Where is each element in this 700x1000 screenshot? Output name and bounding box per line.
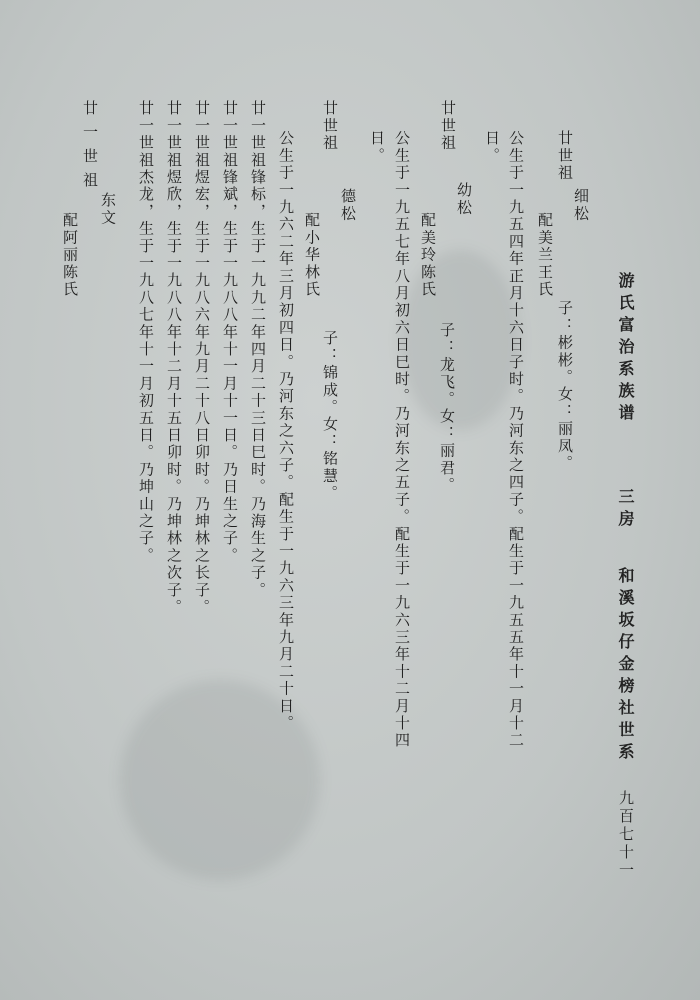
page-number: 九百七十一 bbox=[617, 790, 635, 880]
entry-last-gen-title: 廿一世祖 bbox=[81, 100, 99, 196]
short-entry-2: 廿一世祖锋斌，生于一九八八年十一月十一日。乃日生之子。 bbox=[221, 100, 239, 565]
entry-1-name: 细松 bbox=[572, 188, 590, 223]
entry-2-bio: 公生于一九五七年八月初六日巳时。乃河东之五子。配生于一九六三年十二月十四 bbox=[393, 130, 411, 750]
book-title: 游氏富治系族谱 bbox=[616, 272, 635, 426]
entry-last-spouse: 配阿丽陈氏 bbox=[61, 212, 79, 298]
entry-3-gen-title: 廿世祖 bbox=[321, 100, 339, 152]
entry-2-spouse: 配美玲陈氏 bbox=[419, 212, 437, 298]
entry-1-gen-title: 廿世祖 bbox=[556, 130, 574, 182]
entry-3-bio: 公生于一九六二年三月初四日。乃河东之六子。配生于一九六三年九月二十日。 bbox=[277, 130, 295, 732]
entry-3-name: 德松 bbox=[339, 188, 357, 223]
location-title: 和溪坂仔金榜社世系 bbox=[616, 567, 635, 765]
entry-1-bio-cont: 日。 bbox=[483, 130, 501, 165]
entry-3-children: 子：锦成。女：铭慧。 bbox=[321, 330, 339, 502]
entry-last-name: 东文 bbox=[99, 192, 117, 227]
entry-2-name: 幼松 bbox=[455, 182, 473, 217]
entry-3-spouse: 配小华林氏 bbox=[303, 212, 321, 298]
paper-stain bbox=[400, 250, 520, 430]
entry-1-children: 子：彬彬。女：丽凤。 bbox=[556, 300, 574, 472]
short-entry-1: 廿一世祖锋标，生于一九九二年四月二十三日巳时。乃海生之子。 bbox=[249, 100, 267, 599]
entry-2-children: 子：龙飞。女：丽君。 bbox=[438, 322, 456, 494]
entry-1-spouse: 配美兰王氏 bbox=[536, 212, 554, 298]
entry-2-gen-title: 廿世祖 bbox=[439, 100, 457, 152]
short-entry-3: 廿一世祖煜宏，生于一九八六年九月二十八日卯时。乃坤林之长子。 bbox=[193, 100, 211, 616]
short-entry-5: 廿一世祖杰龙，生于一九八七年十一月初五日。乃坤山之子。 bbox=[137, 100, 155, 565]
entry-2-bio-cont: 日。 bbox=[368, 130, 386, 165]
short-entry-4: 廿一世祖煜欣，生于一九八八年十二月十五日卯时。乃坤林之次子。 bbox=[165, 100, 183, 616]
entry-1-bio: 公生于一九五四年正月十六日子时。乃河东之四子。配生于一九五五年十一月十二 bbox=[507, 130, 525, 750]
branch-name: 三房 bbox=[616, 488, 635, 532]
